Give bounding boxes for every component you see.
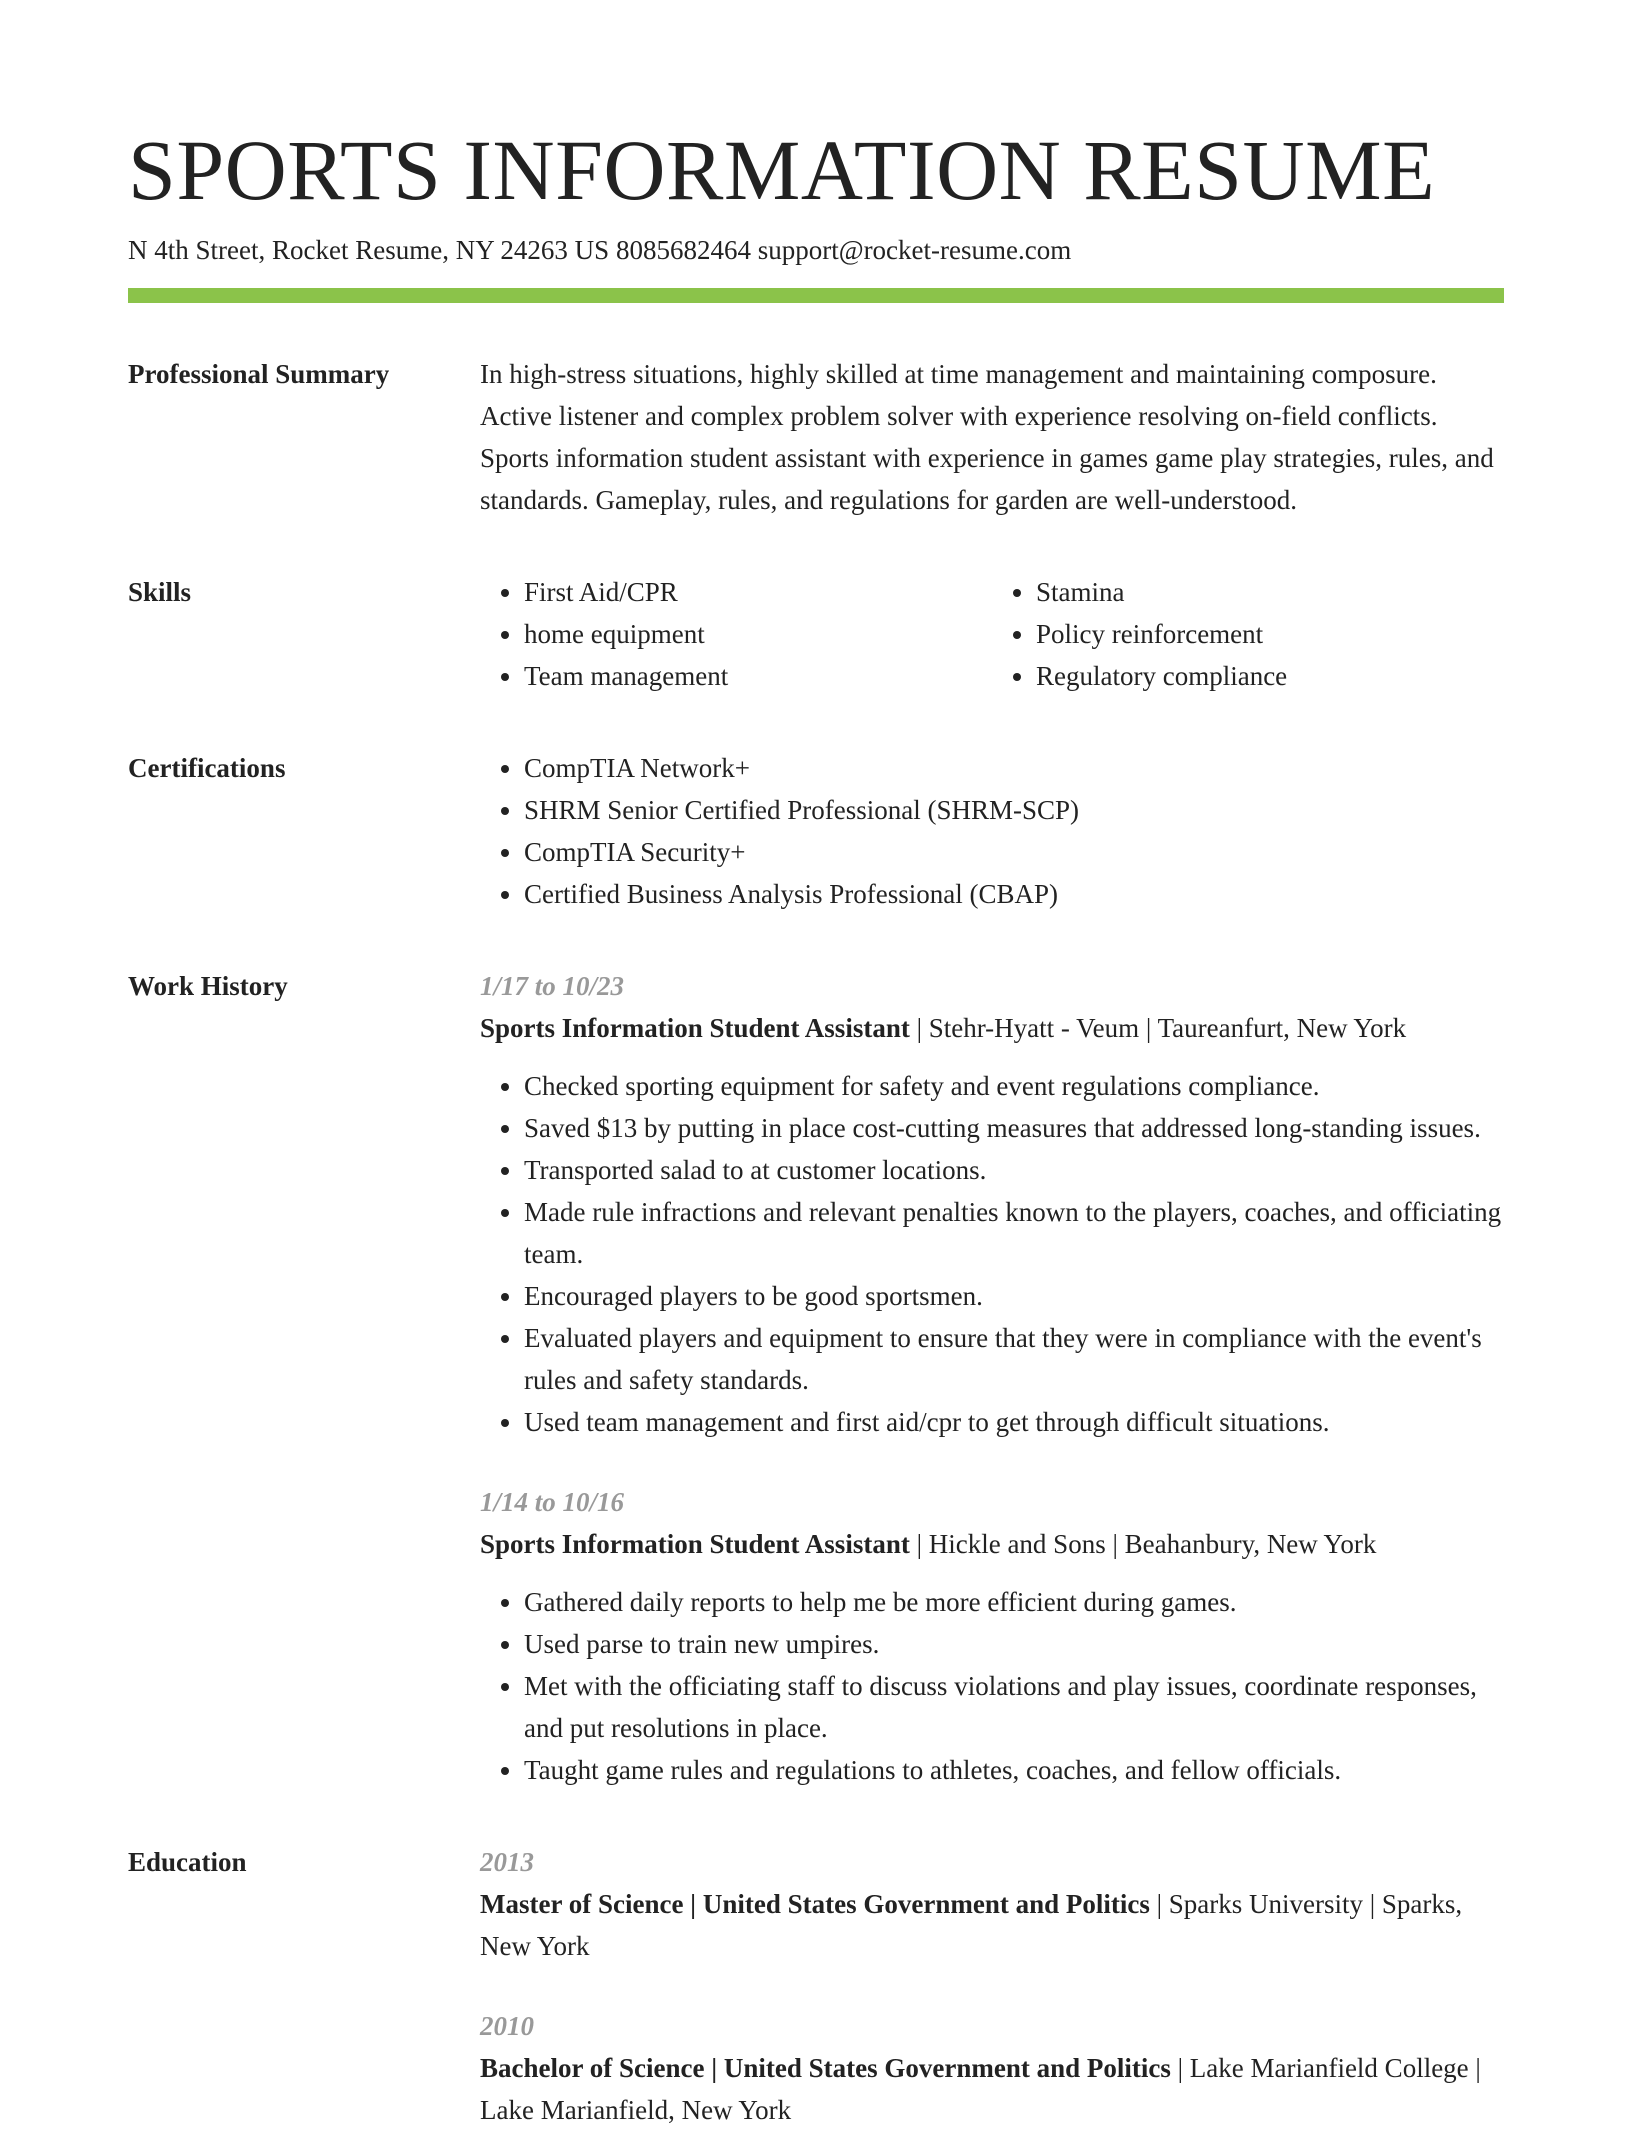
job-bullet: • Taught game rules and regulations to athletes, coaches, and fellow officials.	[524, 1749, 1504, 1791]
education-year: 2013	[480, 1847, 534, 1877]
skill-item: • Regulatory compliance	[1036, 655, 1504, 697]
job-bullet: • Used parse to train new umpires.	[524, 1623, 1504, 1665]
work-history-content	[480, 965, 1504, 1791]
education-year: 2010	[480, 2011, 534, 2041]
certification-item: • SHRM Senior Certified Professional (SHRM-SCP)	[524, 789, 1504, 831]
job-bullet: • Checked sporting equipment for safety and event regulations compliance.	[524, 1065, 1504, 1107]
job-heading	[480, 1007, 1504, 1049]
degree-title: Master of Science | United States Government and Politics	[480, 1889, 1150, 1919]
skill-item: • home equipment	[524, 613, 992, 655]
job-entry	[480, 965, 1504, 1443]
contact-line: N 4th Street, Rocket Resume, NY 24263 US 8085682464 support@rocket-resume.com	[128, 235, 1072, 265]
education-label: Education	[128, 1847, 247, 1877]
accent-divider	[128, 288, 1504, 303]
school-info: | Lake Marianfield College | Lake Marianfield, New York	[480, 2053, 1481, 2125]
job-bullet: • Evaluated players and equipment to ensure that they were in compliance with the event's rules and safety standards.	[524, 1317, 1504, 1401]
skills-column-1	[480, 571, 992, 697]
skill-item: • Stamina	[1036, 571, 1504, 613]
education-section	[128, 1841, 1504, 2131]
skills-column-2	[992, 571, 1504, 697]
job-bullet: • Saved $13 by putting in place cost-cutting measures that addressed long-standing issues.	[524, 1107, 1504, 1149]
job-employer: | Hickle and Sons | Beahanbury, New York	[909, 1529, 1377, 1559]
job-bullet: • Encouraged players to be good sportsmen.	[524, 1275, 1504, 1317]
job-heading	[480, 1523, 1504, 1565]
education-content	[480, 1841, 1504, 2131]
skills-label: Skills	[128, 577, 192, 607]
summary-section	[128, 353, 1504, 521]
education-heading	[480, 1883, 1504, 1967]
skills-list	[480, 571, 1504, 697]
job-bullet: • Used team management and first aid/cpr to get through difficult situations.	[524, 1401, 1504, 1443]
job-dates: 1/14 to 10/16	[480, 1487, 625, 1517]
job-employer: | Stehr-Hyatt - Veum | Taureanfurt, New York	[909, 1013, 1407, 1043]
job-entry	[480, 1481, 1504, 1791]
job-bullet: • Met with the officiating staff to discuss violations and play issues, coordinate responses, and put resolutions in place.	[524, 1665, 1504, 1749]
job-bullet: • Transported salad to at customer locations.	[524, 1149, 1504, 1191]
job-bullets	[480, 1581, 1504, 1791]
certifications-section	[128, 747, 1504, 915]
job-title: Sports Information Student Assistant	[480, 1529, 910, 1559]
job-bullet: • Gathered daily reports to help me be more efficient during games.	[524, 1581, 1504, 1623]
degree-title: Bachelor of Science | United States Government and Politics	[480, 2053, 1171, 2083]
job-bullet: • Made rule infractions and relevant penalties known to the players, coaches, and officiating team.	[524, 1191, 1504, 1275]
skill-item: • First Aid/CPR	[524, 571, 992, 613]
job-dates: 1/17 to 10/23	[480, 971, 625, 1001]
skills-section	[128, 571, 1504, 697]
job-bullets	[480, 1065, 1504, 1443]
work-history-section	[128, 965, 1504, 1791]
job-title: Sports Information Student Assistant	[480, 1013, 910, 1043]
work-history-label: Work History	[128, 971, 288, 1001]
skill-item: • Team management	[524, 655, 992, 697]
certification-item: • Certified Business Analysis Professional (CBAP)	[524, 873, 1504, 915]
certification-item: • CompTIA Network+	[524, 747, 1504, 789]
certifications-label: Certifications	[128, 753, 286, 783]
education-entry	[480, 2005, 1504, 2131]
education-entry	[480, 1841, 1504, 1967]
resume-title: SPORTS INFORMATION RESUME	[128, 122, 1436, 218]
certifications-content	[480, 747, 1504, 915]
summary-text: In high-stress situations, highly skilled at time management and maintaining composure. Active listener and complex problem solver with experience resolving on-field conflicts. Sports information student assistant with experience in games game play strategies, rules, and standards. Gameplay, rules, and regulations for garden are well-understood.	[480, 359, 1494, 515]
skill-item: • Policy reinforcement	[1036, 613, 1504, 655]
education-heading	[480, 2047, 1504, 2131]
certifications-list	[480, 747, 1504, 915]
resume-page	[128, 120, 1504, 2131]
summary-label: Professional Summary	[128, 359, 390, 389]
certification-item: • CompTIA Security+	[524, 831, 1504, 873]
school-info: | Sparks University | Sparks, New York	[480, 1889, 1463, 1961]
